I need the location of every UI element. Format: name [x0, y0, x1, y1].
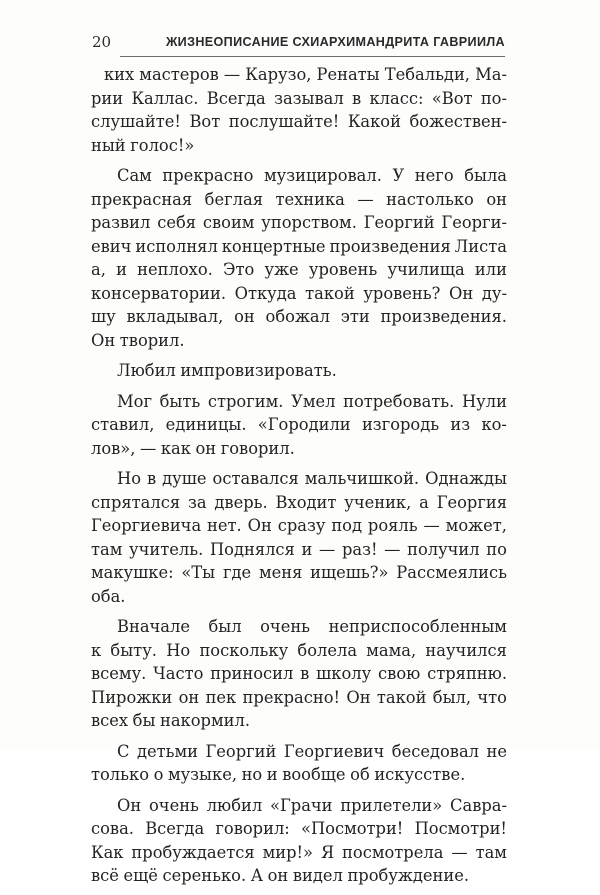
text-line: ставил, единицы. «Городили изгородь из ко- [91, 415, 507, 434]
header-rule [120, 56, 505, 57]
text-line: Вначале был очень неприспособленным [117, 617, 507, 636]
text-line: Как пробуждается мир!» Я посмотрела — там [91, 842, 507, 862]
text-line: развил себя своим упорством. Георгий Георги- [91, 213, 507, 232]
text-line: Он очень любил «Грачи прилетели» Савра- [117, 795, 507, 815]
paragraph [91, 615, 507, 733]
body-text [91, 63, 507, 895]
text-line: к быту. Но поскольку болела мама, научился [91, 640, 507, 660]
paragraph [91, 390, 507, 461]
text-line: лов», — как он говорил. [91, 438, 295, 458]
text-line: Но в душе оставался мальчишкой. Однажды [117, 469, 507, 488]
page-header [92, 33, 505, 53]
text-line: Сам прекрасно музицировал. У него была [117, 166, 507, 185]
text-line: макушке: «Ты где меня ищешь?» Рассмеялись [91, 563, 507, 582]
text-line: шу вкладывал, он обожал эти произведения. [91, 307, 507, 326]
paragraph [91, 467, 507, 608]
text-line: только о музыке, но и вообще об искусстве. [91, 765, 466, 784]
paragraph [91, 794, 507, 888]
running-title: ЖИЗНЕОПИСАНИЕ СХИАРХИМАНДРИТА ГАВРИИЛА [165, 35, 505, 49]
text-line: слушайте! Вот послушайте! Какой божествен- [91, 112, 507, 131]
text-line: Любил импровизировать. [117, 361, 337, 380]
text-line: Пирожки он пек прекрасно! Он такой был, что [91, 687, 507, 707]
text-line: всему. Часто приносил в школу свою стряпню. [91, 664, 507, 683]
text-line: С детьми Георгий Георгиевич беседовал не [117, 741, 507, 761]
text-line: Мог быть строгим. Умел потребовать. Нули [117, 391, 507, 411]
text-line: рии Каллас. Всегда зазывал в класс: «Вот по- [91, 88, 507, 108]
text-line: а, и неплохо. Это уже уровень училища или [91, 260, 507, 279]
paragraph [91, 63, 507, 157]
text-line: прекрасная беглая техника — настолько он [91, 189, 507, 209]
text-line: консерватории. Откуда такой уровень? Он ду- [91, 283, 507, 303]
paragraph [91, 740, 507, 787]
paragraph [91, 164, 507, 352]
text-line: всё ещё серенько. А он видел пробуждение. [91, 866, 470, 885]
text-line: ный голос!» [91, 135, 195, 155]
text-line: евич исполнял концертные произведения Листа [91, 236, 507, 256]
paragraph [91, 359, 507, 383]
text-line: всех бы накормил. [91, 711, 250, 730]
text-line: там учитель. Поднялся и — раз! — получил по [91, 539, 507, 559]
text-line: оба. [91, 586, 126, 606]
text-line: спрятался за дверь. Входит ученик, а Георгия [91, 492, 507, 512]
text-line: ких мастеров — Карузо, Ренаты Тебальди, Ма- [104, 65, 507, 84]
page-number: 20 [92, 33, 112, 51]
text-line: Георгиевича нет. Он сразу под рояль — может, [91, 516, 507, 535]
text-line: сова. Всегда говорил: «Посмотри! Посмотри! [91, 819, 507, 838]
text-line: Он творил. [91, 330, 185, 350]
